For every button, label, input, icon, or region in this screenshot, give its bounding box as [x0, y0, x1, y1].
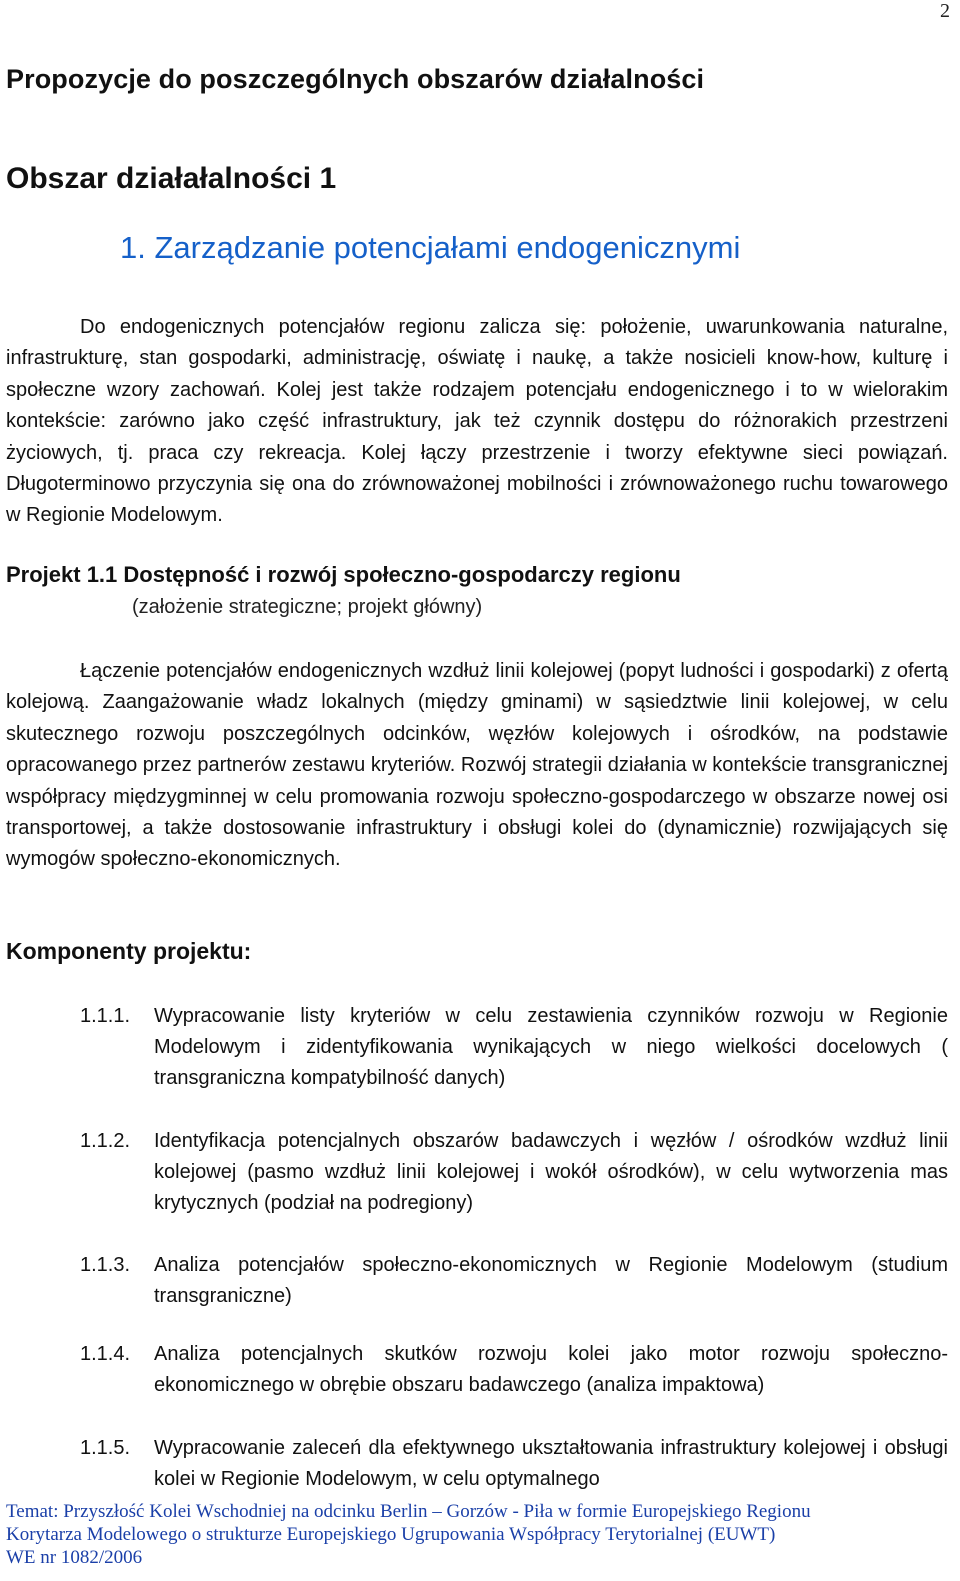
- component-item: [80, 1001, 948, 1095]
- component-number: 1.1.3.: [80, 1254, 131, 1276]
- section-heading: 1. Zarządzanie potencjałami endogenicznymi: [120, 230, 741, 265]
- area-heading: Obszar działałalności 1: [6, 162, 337, 195]
- component-item: [80, 1250, 948, 1312]
- component-item: [80, 1433, 948, 1497]
- footer-line: WE nr 1082/2006: [6, 1547, 143, 1568]
- component-text: Analiza potencjalnych skutków rozwoju kolei jako motor rozwoju społeczno-ekonomicznego w obrębie obszaru badawczego (analiza impaktowa): [154, 1343, 948, 1397]
- component-item: [80, 1339, 948, 1401]
- footer-line: Temat: Przyszłość Kolei Wschodniej na odcinku Berlin – Gorzów - Piła w formie Europejskiego Regionu: [6, 1501, 811, 1522]
- component-text: Analiza potencjałów społeczno-ekonomicznych w Regionie Modelowym (studium transgraniczne): [154, 1254, 948, 1308]
- intro-paragraph: Do endogenicznych potencjałów regionu zalicza się: położenie, uwarunkowania naturalne, infrastrukturę, stan gospodarki, administrację, oświatę i naukę, a także nosicieli know-how, kulturę i społeczne wzory zachowań. Kolej jest także rodzajem potencjału endogenicznego i to w wielorakim kontekście: zarówno jako część infrastruktury, jak też czynnik dostępu do różnorakich przestrzeni życiowych, tj. praca czy rekreacja. Kolej łączy przestrzenie i tworzy efektywne sieci powiązań. Długoterminowo przyczynia się ona do zrównoważonej mobilności i zrównoważonego ruchu towarowego w Regionie Modelowym.: [6, 316, 948, 527]
- project-subtitle: (założenie strategiczne; projekt główny): [132, 596, 483, 618]
- component-number: 1.1.2.: [80, 1130, 131, 1152]
- component-text: Identyfikacja potencjalnych obszarów badawczych i węzłów / ośrodków wzdłuż linii kolejowej (pasmo wzdłuż linii kolejowej i wokół ośrodków), w celu wytworzenia mas krytycznych (podział na podregiony): [154, 1130, 948, 1215]
- component-item: [80, 1126, 948, 1220]
- project-title: Projekt 1.1 Dostępność i rozwój społeczno-gospodarczy regionu: [6, 562, 681, 587]
- component-text: Wypracowanie listy kryteriów w celu zestawienia czynników rozwoju w Regionie Modelowym i zidentyfikowania wynikających w niego wielkości docelowych ( transgraniczna kompatybilność danych): [154, 1005, 948, 1090]
- project-description: Łączenie potencjałów endogenicznych wzdłuż linii kolejowej (popyt ludności i gospodarki) z ofertą kolejową. Zaangażowanie władz lokalnych (między gminami) w sąsiedztwie linii kolejowej, w celu skutecznego rozwoju poszczególnych odcinków, węzłów kolejowych i ośrodków, na podstawie opracowanego przez partnerów zestawu kryteriów. Rozwój strategii działania w kontekście transgranicznej współpracy międzygminnej w celu promowania rozwoju społeczno-gospodarczego w obszarze nowej osi transportowej, a także dostosowanie infrastruktury i obsługi kolei do (dynamicznie) rozwijających się wymogów społeczno-ekonomicznych.: [6, 660, 948, 871]
- components-title: Komponenty projektu:: [6, 938, 252, 964]
- page-footer: [6, 1500, 956, 1569]
- component-text: Wypracowanie zaleceń dla efektywnego ukształtowania infrastruktury kolejowej i obsługi kolei w Regionie Modelowym, w celu optymalnego: [154, 1437, 948, 1491]
- footer-line: Korytarza Modelowego o strukturze Europejskiego Ugrupowania Współpracy Terytorialnej (EUWT): [6, 1524, 776, 1545]
- component-number: 1.1.1.: [80, 1005, 131, 1027]
- page-title: Propozycje do poszczególnych obszarów działalności: [6, 64, 705, 94]
- component-number: 1.1.5.: [80, 1437, 131, 1459]
- page-number: 2: [940, 0, 950, 22]
- component-number: 1.1.4.: [80, 1343, 131, 1365]
